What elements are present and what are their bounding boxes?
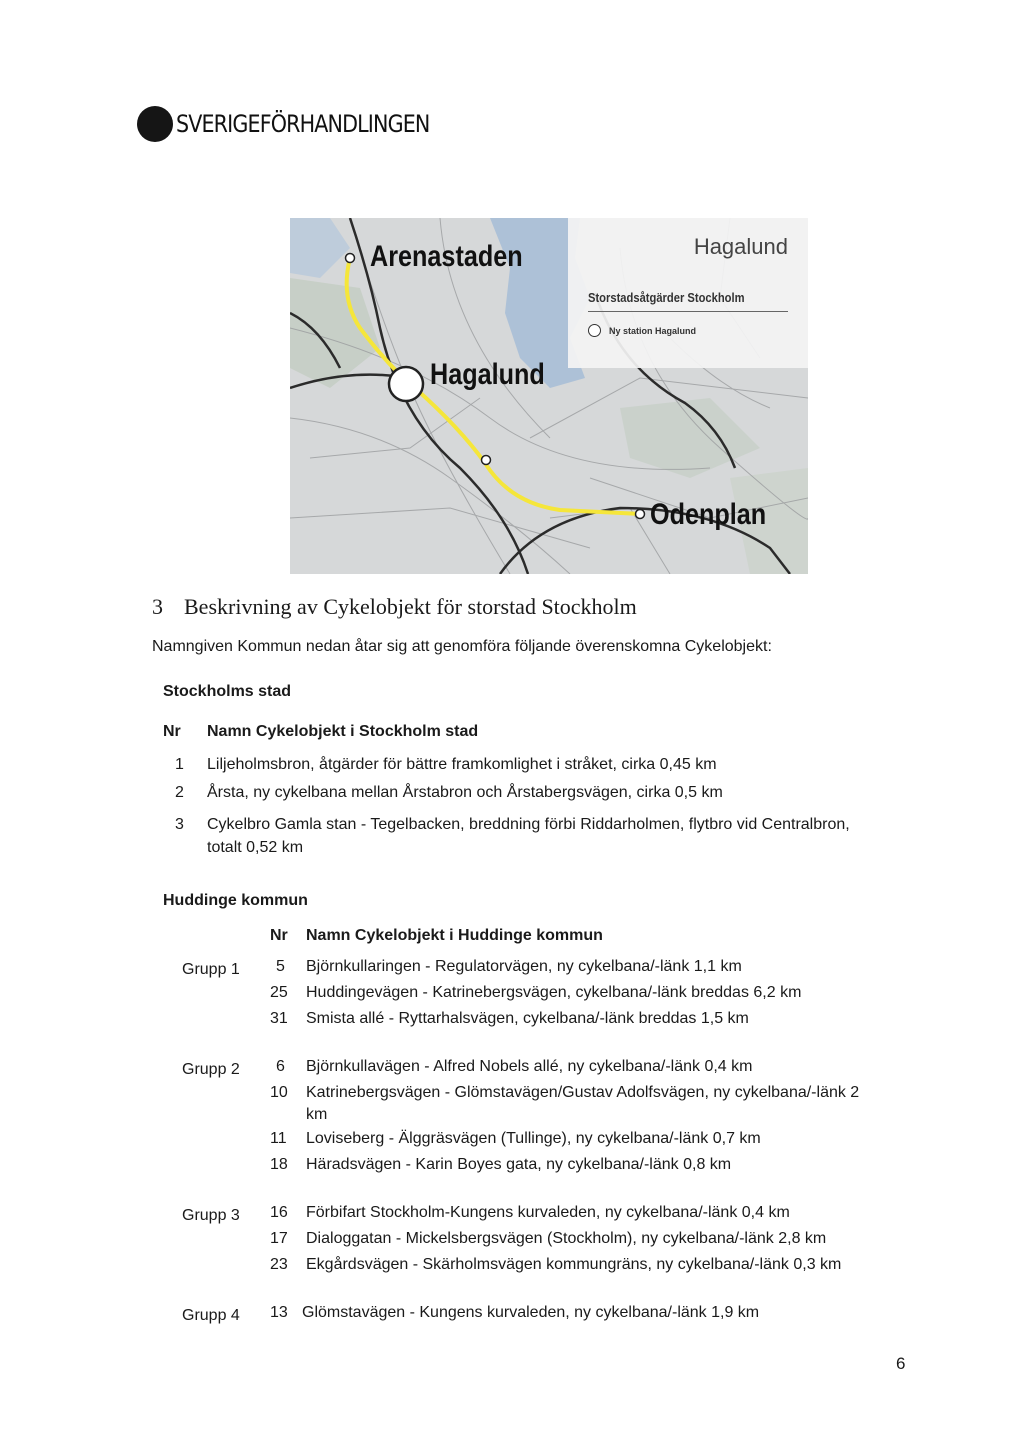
row-nr: 10 — [270, 1084, 288, 1101]
station-circle-icon — [588, 324, 601, 337]
row-text: Björnkullaringen - Regulatorvägen, ny cykelbana/-länk 1,1 km — [306, 958, 742, 975]
legend-item-label: Ny station Hagalund — [609, 325, 697, 336]
row-text: Loviseberg - Älggräsvägen (Tullinge), ny cykelbana/-länk 0,7 km — [306, 1130, 761, 1147]
intro-text: Namngiven Kommun nedan åtar sig att genomföra följande överenskomna Cykelobjekt: — [152, 638, 772, 655]
row-nr: 18 — [270, 1156, 288, 1173]
column-header-name: Namn Cykelobjekt i Stockholm stad — [207, 723, 479, 740]
row-text: Cykelbro Gamla stan - Tegelbacken, breddning förbi Riddarholmen, flytbro vid Centralbron, — [207, 816, 850, 833]
legend-title: Hagalund — [693, 234, 788, 259]
group-label: Grupp 4 — [182, 1307, 240, 1324]
row-nr: 3 — [175, 816, 184, 833]
legend-item — [588, 324, 696, 337]
group-label: Grupp 3 — [182, 1207, 240, 1224]
huddinge-heading: Huddinge kommun — [163, 892, 308, 909]
row-text: Björnkullavägen - Alfred Nobels allé, ny cykelbana/-länk 0,4 km — [306, 1058, 753, 1075]
row-nr: 23 — [270, 1256, 288, 1273]
map-label-odenplan: Odenplan — [650, 498, 767, 531]
row-nr: 17 — [270, 1230, 288, 1247]
group-label: Grupp 2 — [182, 1061, 240, 1078]
row-text: Smista allé - Ryttarhalsvägen, cykelbana/-länk breddas 1,5 km — [306, 1010, 749, 1027]
map-label-arenastaden: Arenastaden — [370, 240, 523, 273]
row-text: Katrinebergsvägen - Glömstavägen/Gustav Adolfsvägen, ny cykelbana/-länk 2 — [306, 1084, 860, 1101]
stockholm-heading: Stockholms stad — [163, 683, 292, 700]
row-text-continued: totalt 0,52 km — [207, 839, 304, 856]
logo-text: SVERIGEFÖRHANDLINGEN — [176, 110, 430, 138]
row-nr: 25 — [270, 984, 288, 1001]
row-nr: 31 — [270, 1010, 288, 1027]
legend-subtitle: Storstadsåtgärder Stockholm — [588, 290, 745, 305]
row-nr: 2 — [175, 784, 184, 801]
route-map — [290, 218, 808, 574]
row-nr: 16 — [270, 1204, 288, 1221]
row-text: Liljeholmsbron, åtgärder för bättre framkomlighet i stråket, cirka 0,45 km — [207, 756, 717, 773]
section-heading — [152, 594, 637, 620]
row-text: Ekgårdsvägen - Skärholmsvägen kommungräns, ny cykelbana/-länk 0,3 km — [306, 1256, 842, 1273]
row-text: Glömstavägen - Kungens kurvaleden, ny cykelbana/-länk 1,9 km — [302, 1304, 760, 1321]
row-text: Huddingevägen - Katrinebergsvägen, cykelbana/-länk breddas 6,2 km — [306, 984, 802, 1001]
row-text: Dialoggatan - Mickelsbergsvägen (Stockholm), ny cykelbana/-länk 2,8 km — [306, 1230, 827, 1247]
column-header-nr: Nr — [270, 927, 288, 944]
legend-divider — [588, 311, 788, 312]
map-label-hagalund: Hagalund — [430, 358, 545, 391]
column-header-nr: Nr — [163, 723, 181, 740]
section-number: 3 — [152, 594, 163, 619]
map-legend — [568, 218, 808, 368]
logo — [137, 106, 471, 142]
group-label: Grupp 1 — [182, 961, 240, 978]
row-nr: 5 — [276, 958, 285, 975]
page-number: 6 — [896, 1354, 906, 1373]
row-text: Årsta, ny cykelbana mellan Årstabron och Årstabergsvägen, cirka 0,5 km — [207, 784, 723, 801]
row-text: Förbifart Stockholm-Kungens kurvaleden, ny cykelbana/-länk 0,4 km — [306, 1204, 790, 1221]
row-text-continued: km — [306, 1106, 328, 1123]
column-header-name: Namn Cykelobjekt i Huddinge kommun — [306, 927, 603, 944]
row-nr: 6 — [276, 1058, 285, 1075]
row-nr: 1 — [175, 756, 184, 773]
row-nr: 13 — [270, 1304, 288, 1321]
row-nr: 11 — [270, 1130, 287, 1147]
section-title: Beskrivning av Cykelobjekt för storstad Stockholm — [184, 594, 637, 619]
logo-mark-icon — [137, 106, 173, 142]
row-text: Häradsvägen - Karin Boyes gata, ny cykelbana/-länk 0,8 km — [306, 1156, 732, 1173]
